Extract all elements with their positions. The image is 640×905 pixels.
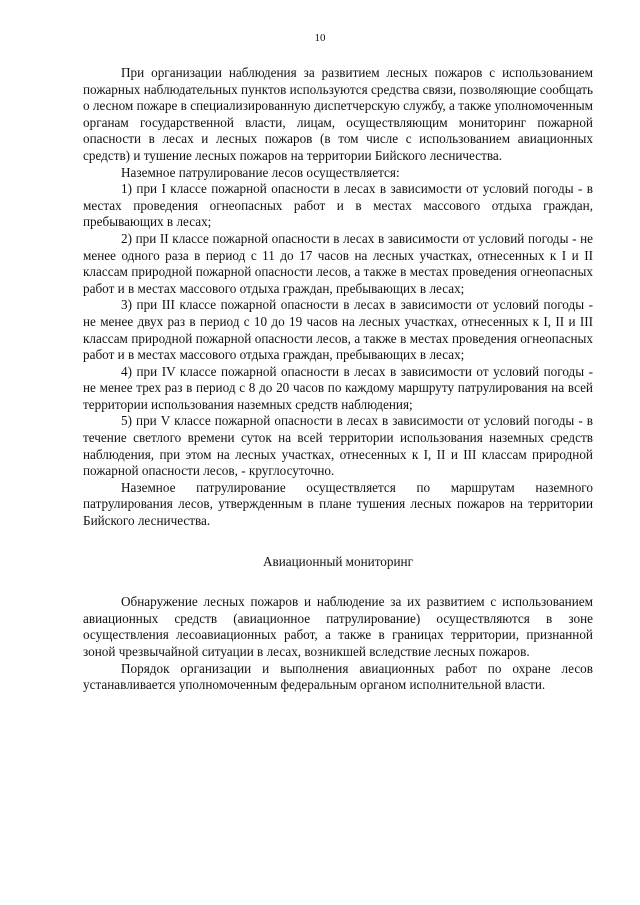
document-body <box>83 65 593 694</box>
list-item-class-3: 3) при III классе пожарной опасности в лесах в зависимости от условий погоды - не менее двух раз в период с 10 до 19 часов на лесных участках, отнесенных к I, II и III классам природной пожарной опасности лесов, а также в местах проведения огнеопасных работ и в местах массового отдыха граждан, пребывающих в лесах; <box>83 297 593 363</box>
paragraph-aviation-procedure: Порядок организации и выполнения авиационных работ по охране лесов устанавливается уполномоченным федеральным органом исполнительной власти. <box>83 660 593 693</box>
section-heading: Авиационный мониторинг <box>262 553 414 569</box>
list-item-class-5: 5) при V классе пожарной опасности в лесах в зависимости от условий погоды - в течение светлого времени суток на всей территории использования наземных средств наблюдения, при этом на лесных участках, отнесенных к I, II и III классам природной пожарной опасности лесов, - круглосуточно. <box>83 413 593 479</box>
paragraph-ground-patrol-routes: Наземное патрулирование осуществляется по маршрутам наземного патрулирования лесов, утвержденным в плане тушения лесных пожаров на территории Бийского лесничества. <box>83 479 593 529</box>
list-item-class-4: 4) при IV классе пожарной опасности в лесах в зависимости от условий погоды - не менее трех раз в период с 8 до 20 часов по каждому маршруту патрулирования на всей территории использования наземных средств наблюдения; <box>83 363 593 412</box>
list-item-class-1: 1) при I классе пожарной опасности в лесах в зависимости от условий погоды - в местах проведения огнеопасных работ и в местах массового отдыха граждан, пребывающих в лесах; <box>83 181 593 230</box>
page-number: 10 <box>314 32 326 44</box>
paragraph-aviation-detection: Обнаружение лесных пожаров и наблюдение за их развитием с использованием авиационных средств (авиационное патрулирование) осуществляются в зоне осуществления лесоавиационных работ, а также в границах территории, признанной зоной чрезвычайной ситуации в лесах, возникшей вследствие лесных пожаров. <box>83 594 593 659</box>
list-item-class-2: 2) при II классе пожарной опасности в лесах в зависимости от условий погоды - не менее одного раза в период с 11 до 17 часов на лесных участках, отнесенных к I и II классам природной пожарной опасности лесов, а также в местах проведения огнеопасных работ и в местах массового отдыха граждан, пребывающих в лесах; <box>83 230 593 296</box>
paragraph-ground-patrol-intro: Наземное патрулирование лесов осуществляется: <box>121 164 400 180</box>
paragraph-observation-communication: При организации наблюдения за развитием лесных пожаров с использованием пожарных наблюдательных пунктов используются средства связи, позволяющие сообщать о лесном пожаре в специализированную диспетчерскую службу, а также уполномоченным органам государственной власти, лицам, осуществляющим мониторинг пожарной опасности в лесах и лесных пожаров (в том числе с использованием авиационных средств) и тушение лесных пожаров на территории Бийского лесничества. <box>83 65 593 163</box>
